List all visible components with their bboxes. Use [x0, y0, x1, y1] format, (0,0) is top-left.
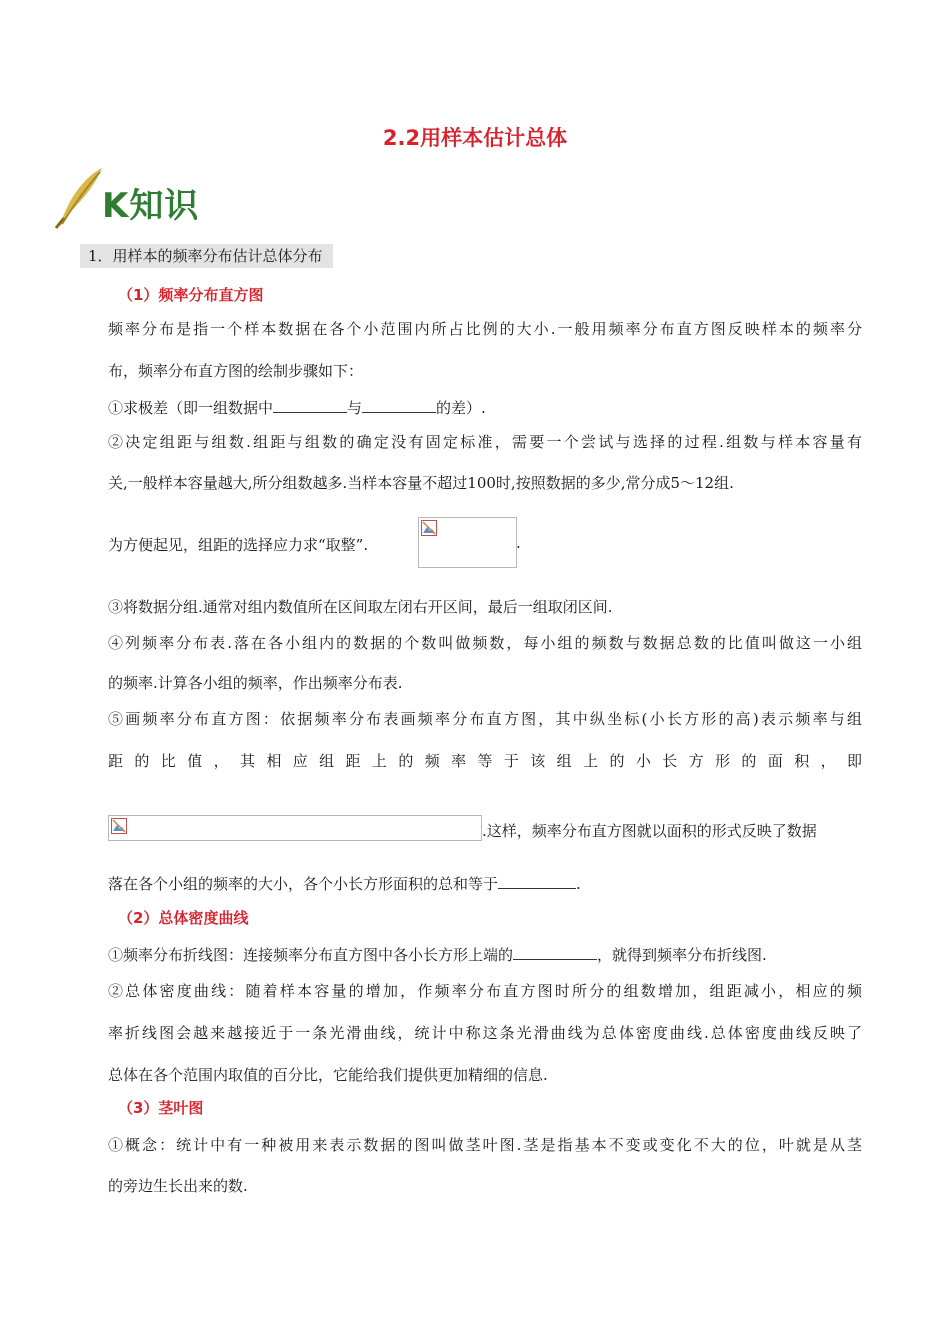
- curve-1: ①频率分布折线图：连接频率分布直方图中各小长方形上端的 ，就得到频率分布折线图.: [108, 946, 767, 964]
- formula-image-placeholder: [418, 517, 517, 568]
- step-2-line: 为方便起见，组距的选择应力求“取整”.: [108, 536, 369, 554]
- step-4-line: ④列频率分布表.落在各小组内的数据的个数叫做频数，每小组的频数与数据总数的比值叫做这一小组: [108, 634, 862, 652]
- step-2-line: 关,一般样本容量越大,所分组数越多.当样本容量不超过100时,按照数据的多少,常分成5～12组.: [108, 474, 734, 492]
- step-5-line: ⑤画频率分布直方图：依据频率分布表画频率分布直方图，其中纵坐标(小长方形的高)表示频率与组: [108, 710, 862, 728]
- page-title: 2.2用样本估计总体: [382, 126, 568, 150]
- step-5-line: .这样，频率分布直方图就以面积的形式反映了数据: [482, 822, 817, 840]
- fill-blank: [513, 945, 597, 960]
- stem-leaf-line: ①概念：统计中有一种被用来表示数据的图叫做茎叶图.茎是指基本不变或变化不大的位，叶就是从茎: [108, 1136, 862, 1154]
- curve-2-line: 率折线图会越来越接近于一条光滑曲线，统计中称这条光滑曲线为总体密度曲线.总体密度曲线反映了: [108, 1024, 862, 1042]
- step-3: ③将数据分组.通常对组内数值所在区间取左闭右开区间，最后一组取闭区间.: [108, 598, 613, 616]
- step-1: ①求极差（即一组数据中 与 的差）.: [108, 399, 486, 417]
- step-5-line: 落在各个小组的频率的大小，各个小长方形面积的总和等于 .: [108, 875, 581, 893]
- step-4-line: 的频率.计算各小组的频率，作出频率分布表.: [108, 674, 403, 692]
- subheading-density-curve: （2）总体密度曲线: [118, 909, 249, 927]
- curve-2-line: ②总体密度曲线：随着样本容量的增加，作频率分布直方图时所分的组数增加，组距减小，相应的频: [108, 982, 862, 1000]
- fill-blank: [362, 398, 436, 413]
- subheading-stem-leaf: （3）茎叶图: [118, 1099, 204, 1117]
- formula-image-placeholder: [108, 815, 482, 841]
- fill-blank: [498, 874, 576, 889]
- paragraph-line: 频率分布是指一个样本数据在各个小范围内所占比例的大小.一般用频率分布直方图反映样本的频率分: [108, 320, 862, 338]
- fill-blank: [273, 398, 347, 413]
- step-2-line: ②决定组距与组数.组距与组数的确定没有固定标准，需要一个尝试与选择的过程.组数与样本容量有: [108, 433, 862, 451]
- curve-2-line: 总体在各个范围内取值的百分比，它能给我们提供更加精细的信息.: [108, 1066, 548, 1084]
- step-5-line: 距的比值，其相应组距上的频率等于该组上的小长方形的面积，即: [108, 752, 862, 770]
- stem-leaf-line: 的旁边生长出来的数.: [108, 1177, 248, 1195]
- section-heading: 1．用样本的频率分布估计总体分布: [80, 244, 333, 268]
- broken-image-icon: [421, 520, 437, 536]
- paragraph-line: 布，频率分布直方图的绘制步骤如下：: [108, 362, 364, 380]
- logo-text: K知识: [102, 186, 200, 226]
- subheading-histogram: （1）频率分布直方图: [118, 286, 264, 304]
- knowledge-logo: [52, 164, 222, 234]
- broken-image-icon: [111, 818, 127, 834]
